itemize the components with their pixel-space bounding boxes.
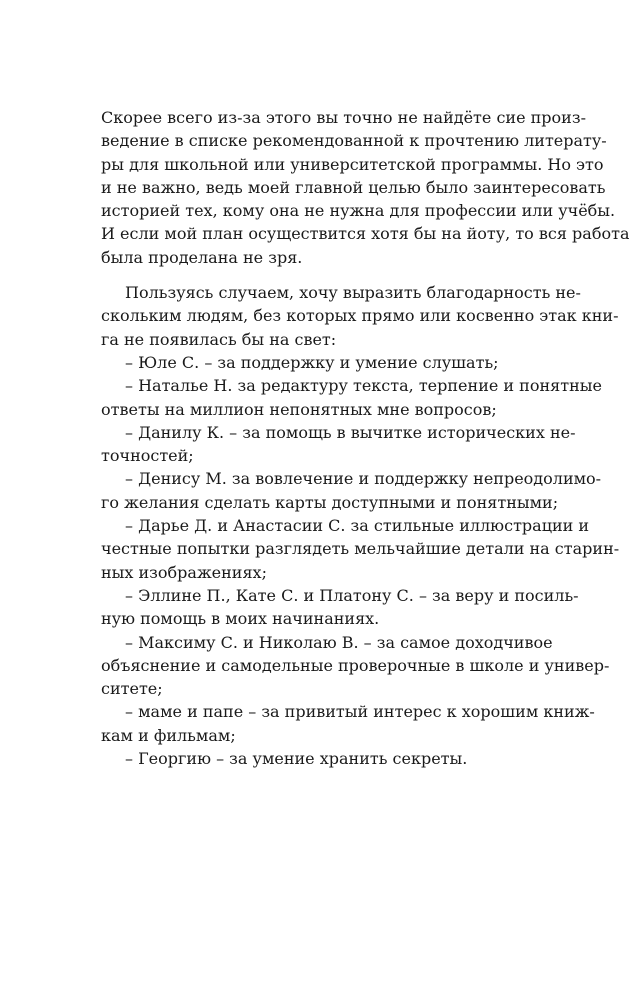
text-line: га не появилась бы на свет: [101, 329, 337, 349]
text-line: и не важно, ведь моей главной целью было заинтересовать [101, 177, 606, 197]
text-line: ры для школьной или университетской программы. Но это [101, 154, 604, 174]
text-line: скольким людям, без которых прямо или косвенно этак кни- [101, 306, 619, 326]
text-line: Скорее всего из-за этого вы точно не найдёте сие произ- [101, 108, 586, 127]
text-line: объяснение и самодельные проверочные в школе и универ- [101, 655, 610, 675]
text-line: ведение в списке рекомендованной к прочтению литерату- [101, 131, 607, 151]
text-line: – Дарье Д. и Анастасии С. за стильные иллюстрации и [125, 516, 590, 536]
text-line: ных изображениях; [101, 562, 267, 582]
text-line: кам и фильмам; [101, 725, 236, 745]
text-line: ситете; [101, 679, 163, 699]
text-line: Пользуясь случаем, хочу выразить благодарность не- [125, 283, 581, 303]
paragraph-gap [101, 269, 513, 281]
text-line: – Юле С. – за поддержку и умение слушать; [125, 352, 499, 372]
text-line: го желания сделать карты доступными и понятными; [101, 492, 559, 512]
paragraph-thanks-intro [101, 281, 619, 351]
text-line: ную помощь в моих начинаниях. [101, 609, 380, 629]
thanks-item [101, 374, 602, 421]
thanks-item [101, 467, 602, 514]
text-line: честные попытки разглядеть мельчайшие детали на старин- [101, 539, 620, 559]
text-line: ответы на миллион непонятных мне вопросов; [101, 399, 497, 419]
text-line: И если мой план осуществится хотя бы на йоту, то вся работа [101, 224, 629, 244]
text-line: – Эллине П., Кате С. и Платону С. – за веру и посиль- [125, 585, 579, 605]
thanks-item [101, 747, 513, 770]
text-line: – маме и папе – за привитый интерес к хорошим книж- [125, 702, 595, 722]
text-line: историей тех, кому она не нужна для профессии или учёбы. [101, 201, 616, 221]
thanks-item [101, 421, 576, 468]
text-line: точностей; [101, 446, 194, 466]
text-line: – Максиму С. и Николаю В. – за самое доходчивое [125, 632, 553, 652]
page-text [101, 106, 629, 770]
thanks-item [101, 514, 620, 584]
thanks-item [101, 700, 595, 747]
text-line: была проделана не зря. [101, 247, 303, 267]
thanks-item [101, 584, 579, 631]
text-line: – Данилу К. – за помощь в вычитке исторических не- [125, 422, 576, 442]
text-line: – Наталье Н. за редактуру текста, терпение и понятные [125, 376, 602, 396]
text-line: – Денису М. за вовлечение и поддержку непреодолимо- [125, 469, 602, 489]
thanks-item [101, 631, 610, 701]
paragraph-intro [101, 106, 629, 269]
thanks-item [101, 351, 513, 374]
text-line: – Георгию – за умение хранить секреты. [125, 749, 468, 769]
